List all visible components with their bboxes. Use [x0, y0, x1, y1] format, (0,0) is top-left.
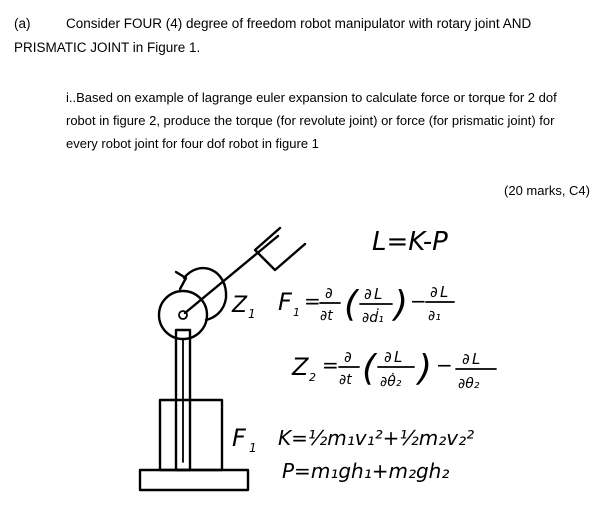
- lagrangian-equation: L=K-P: [372, 227, 448, 257]
- force-minus: −: [410, 289, 427, 313]
- joint-torque-subscript: 1: [248, 307, 256, 321]
- potential-energy-equation: P=m₁gh₁+m₂gh₂: [282, 459, 450, 483]
- joint-force-subscript: 1: [249, 441, 257, 455]
- force-subscript: 1: [293, 306, 300, 319]
- torque-equals: =: [322, 353, 339, 377]
- subquestion-block: [66, 86, 596, 155]
- robot-sketch: [140, 228, 305, 490]
- subquestion-line-1: i..Based on example of lagrange euler expansion to calculate force or torque for 2 dof: [66, 90, 557, 105]
- revolute-joint: [159, 291, 207, 339]
- rotation-arrow-head: [176, 272, 186, 289]
- force-inner-numerator-partial: ∂: [364, 285, 372, 303]
- question-label: (a): [14, 16, 31, 31]
- torque-dt-denominator: ∂t: [339, 372, 352, 388]
- rotation-arrow-arc: [184, 268, 226, 320]
- subquestion-line-2: robot in figure 2, produce the torque (for revolute joint) or force (for prismatic joint) for: [66, 113, 555, 128]
- robot-base: [140, 470, 248, 490]
- joint-force-label: F: [232, 424, 246, 452]
- torque-dt-numerator: ∂: [344, 348, 352, 366]
- torque-right-denominator: ∂θ₂: [458, 376, 480, 392]
- torque-inner-denominator: ∂θ̇₂: [380, 374, 402, 390]
- question-text-line-1: Consider FOUR (4) degree of freedom robot manipulator with rotary joint AND: [66, 16, 532, 31]
- torque-subscript: 2: [309, 371, 316, 384]
- force-right-numerator-L: L: [440, 283, 449, 301]
- force-right-denominator: ∂₁: [428, 308, 441, 324]
- kinetic-energy-equation: K=½m₁v₁²+½m₂v₂²: [278, 426, 475, 450]
- torque-symbol: Z: [292, 353, 309, 381]
- torque-right-numerator-partial: ∂: [462, 350, 470, 368]
- marks-label: (20 marks, C4): [504, 183, 590, 198]
- force-inner-denominator: ∂ḋ₁: [362, 310, 384, 326]
- handwritten-figure: [0, 200, 614, 532]
- torque-minus: −: [436, 353, 453, 377]
- force-right-paren: ): [394, 284, 409, 325]
- torque-left-paren: (: [362, 348, 377, 389]
- torque-right-numerator-L: L: [472, 350, 481, 368]
- torque-equation: [291, 348, 496, 392]
- subquestion-line-3: every robot joint for four dof robot in figure 1: [66, 136, 319, 151]
- force-right-numerator-partial: ∂: [430, 283, 438, 301]
- torque-right-paren: ): [418, 348, 433, 389]
- force-symbol: F: [278, 288, 292, 316]
- force-dt-denominator: ∂t: [320, 308, 333, 324]
- torque-inner-numerator-partial: ∂: [384, 348, 392, 366]
- force-equation: [278, 283, 454, 326]
- force-left-paren: (: [344, 284, 359, 325]
- torque-inner-numerator-L: L: [394, 348, 403, 366]
- force-inner-numerator-L: L: [374, 285, 383, 303]
- question-text-line-2: PRISMATIC JOINT in Figure 1.: [14, 40, 201, 55]
- force-equals: =: [304, 289, 321, 313]
- force-dt-numerator: ∂: [325, 284, 333, 302]
- joint-torque-label: Z: [232, 293, 248, 318]
